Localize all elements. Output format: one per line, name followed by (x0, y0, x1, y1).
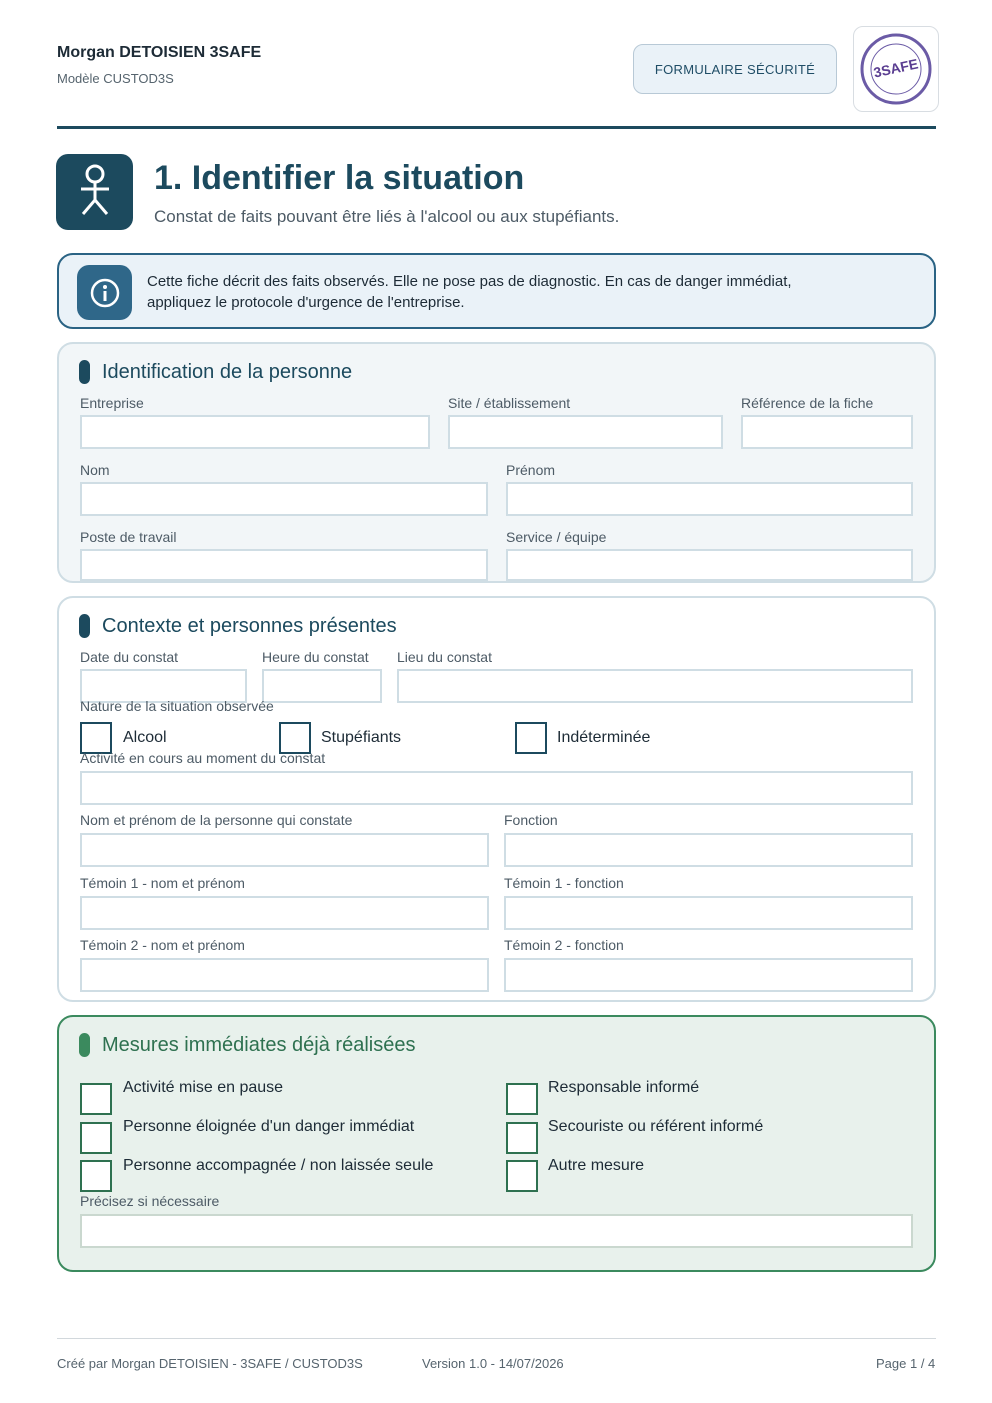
temoin2-fonction-field[interactable] (504, 958, 913, 992)
info-line-2: appliquez le protocole d'urgence de l'entreprise. (147, 294, 465, 311)
author-name: Morgan DETOISIEN 3SAFE (57, 44, 262, 61)
pause-label: Activité mise en pause (123, 1079, 284, 1096)
page-header (57, 40, 936, 130)
header-rule (57, 126, 936, 129)
heure-label: Heure du constat (262, 649, 369, 665)
eloignee-checkbox[interactable] (80, 1122, 112, 1154)
constatant-label: Nom et prénom de la personne qui constate (80, 812, 353, 828)
pause-checkbox[interactable] (80, 1083, 112, 1115)
autre-checkbox[interactable] (506, 1160, 538, 1192)
reference-label: Référence de la fiche (741, 395, 874, 411)
footer-rule (57, 1338, 936, 1339)
precisez-label: Précisez si nécessaire (80, 1193, 220, 1209)
person-icon (56, 154, 133, 230)
section-title-text: Identification de la personne (102, 360, 353, 383)
temoin2-nom-label: Témoin 2 - nom et prénom (80, 937, 245, 953)
secouriste-label: Secouriste ou référent informé (548, 1118, 764, 1135)
contexte-title (79, 614, 397, 638)
temoin2-nom-field[interactable] (80, 958, 489, 992)
responsable-checkbox[interactable] (506, 1083, 538, 1115)
service-label: Service / équipe (506, 529, 607, 545)
section-title-text: Mesures immédiates déjà réalisées (102, 1033, 416, 1056)
identification-section (57, 342, 936, 583)
secouriste-checkbox[interactable] (506, 1122, 538, 1154)
site-field[interactable] (448, 415, 723, 449)
site-label: Site / établissement (448, 395, 571, 411)
precisez-field[interactable] (80, 1214, 913, 1248)
service-field[interactable] (506, 549, 913, 581)
company-logo (853, 26, 939, 112)
entreprise-field[interactable] (80, 415, 430, 449)
temoin1-nom-label: Témoin 1 - nom et prénom (80, 875, 245, 891)
accompagnee-checkbox[interactable] (80, 1160, 112, 1192)
reference-field[interactable] (741, 415, 913, 449)
entreprise-label: Entreprise (80, 395, 144, 411)
stupefiants-label: Stupéfiants (321, 729, 402, 746)
prenom-field[interactable] (506, 482, 913, 516)
autre-label: Autre mesure (548, 1157, 645, 1174)
logo-text: 3SAFE (872, 55, 920, 81)
footer-page: Page 1 / 4 (876, 1356, 936, 1371)
activite-label: Activité en cours au moment du constat (80, 750, 326, 766)
fonction-field[interactable] (504, 833, 913, 867)
lieu-field[interactable] (397, 669, 913, 703)
heure-field[interactable] (262, 669, 382, 703)
fonction-label: Fonction (504, 812, 558, 828)
info-icon (77, 265, 132, 320)
temoin1-nom-field[interactable] (80, 896, 489, 930)
indeterminee-label: Indéterminée (557, 729, 651, 746)
section-marker (79, 614, 90, 638)
activite-field[interactable] (80, 771, 913, 805)
footer-version: Version 1.0 - 14/07/2026 (422, 1356, 564, 1371)
contexte-section (57, 596, 936, 1002)
mesures-title (79, 1033, 415, 1057)
info-line-1: Cette fiche décrit des faits observés. Elle ne pose pas de diagnostic. En cas de danger immédiat, (147, 273, 792, 290)
temoin1-fonction-label: Témoin 1 - fonction (504, 875, 624, 891)
alcool-label: Alcool (123, 729, 167, 746)
section-marker (79, 360, 90, 384)
lieu-label: Lieu du constat (397, 649, 492, 665)
nom-field[interactable] (80, 482, 488, 516)
temoin2-fonction-label: Témoin 2 - fonction (504, 937, 624, 953)
nature-label: Nature de la situation observée (80, 698, 274, 714)
nom-label: Nom (80, 462, 110, 478)
page-subtitle: Constat de faits pouvant être liés à l'alcool ou aux stupéfiants. (154, 207, 620, 226)
date-label: Date du constat (80, 649, 179, 665)
section-marker (79, 1033, 90, 1057)
poste-field[interactable] (80, 549, 488, 581)
footer-created: Créé par Morgan DETOISIEN - 3SAFE / CUSTOD3S (57, 1356, 363, 1371)
poste-label: Poste de travail (80, 529, 177, 545)
prenom-label: Prénom (506, 462, 556, 478)
temoin1-fonction-field[interactable] (504, 896, 913, 930)
form-type-badge: FORMULAIRE SÉCURITÉ (633, 44, 837, 94)
eloignee-label: Personne éloignée d'un danger immédiat (123, 1118, 415, 1135)
constatant-field[interactable] (80, 833, 489, 867)
identification-title (79, 360, 352, 384)
model-name: Modèle CUSTOD3S (57, 71, 174, 86)
indeterminee-checkbox[interactable] (515, 722, 547, 754)
accompagnee-label: Personne accompagnée / non laissée seule (123, 1157, 434, 1174)
info-notice (57, 253, 936, 329)
page-title: 1. Identifier la situation (154, 159, 525, 197)
info-text (147, 271, 907, 313)
section-title-text: Contexte et personnes présentes (102, 614, 397, 637)
mesures-section (57, 1015, 936, 1272)
responsable-label: Responsable informé (548, 1079, 700, 1096)
